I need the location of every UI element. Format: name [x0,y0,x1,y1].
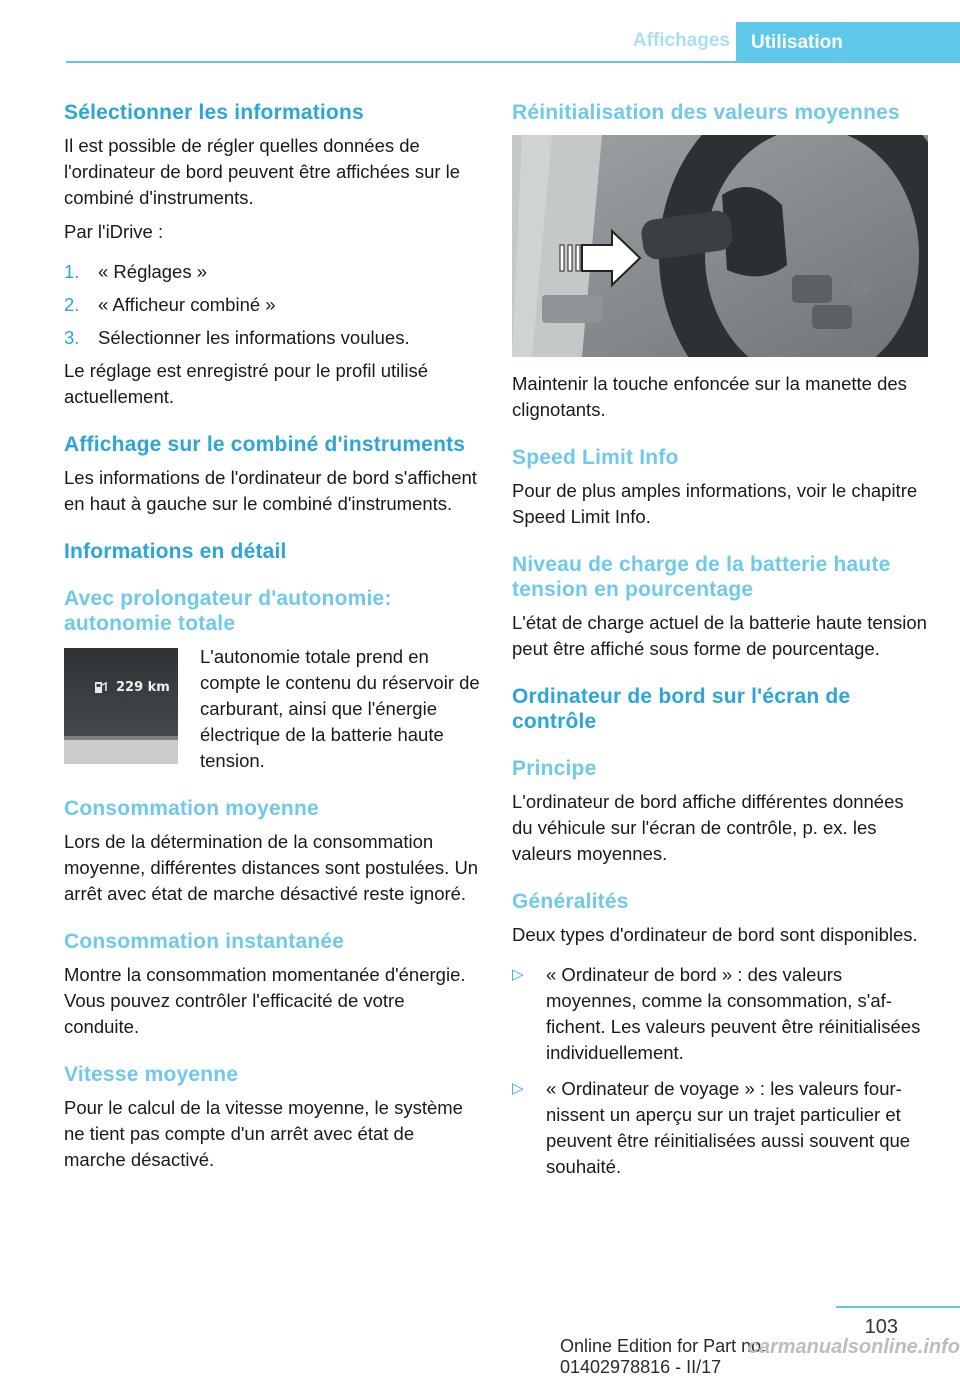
paragraph: Maintenir la touche enfoncée sur la manette des clignotants. [512,373,907,420]
paragraph: Les informations de l'ordinateur de bord s'affichent en haut à gauche sur le combiné d'instruments. [64,467,477,514]
paragraph: Par l'iDrive : [64,221,164,242]
bullet-triangle-icon: ▷ [512,966,524,983]
range-readout: 229 km [116,680,170,695]
subsection-title-avg-speed: Vitesse moyenne [64,1063,239,1086]
section-title-speed-limit: Speed Limit Info [512,446,679,469]
footer-rule [836,1306,960,1308]
list-item [512,962,928,1066]
paragraph: Pour de plus amples informations, voir le chapitre Speed Limit Info. [512,480,918,527]
section-title-select-info: Sélectionner les informations [64,101,364,124]
header-section-label: Affichages [632,30,730,51]
step-item [64,292,480,318]
edition-note: Online Edition for Part no. 01402978816 - II/17 [560,1336,767,1377]
step-number: 1. [64,261,80,282]
section-title-details: Informations en détail [64,540,287,563]
header-chapter-tab: Utilisation [736,22,960,63]
bullet-triangle-icon: ▷ [512,1080,524,1097]
list-item-text: « Ordinateur de bord » : des valeurs moyennes, comme la consommation, s'affichent. Les valeurs peuvent être réinitialisées individuellement. [546,964,921,1063]
step-text: « Réglages » [98,261,208,282]
step-number: 2. [64,294,80,315]
step-text: Sélectionner les informations voulues. [98,327,410,348]
section-title-cluster-display: Affichage sur le combiné d'instruments [64,433,466,456]
range-row [64,644,480,774]
left-column [64,100,480,1173]
subsection-title-total-range: Avec prolongateur d'autonomie: autonomie totale [64,587,392,635]
step-item [64,259,480,285]
paragraph: L'état de charge actuel de la batterie haute tension peut être affiché sous forme de pourcentage. [512,612,927,659]
subsection-title-general: Généralités [512,890,629,913]
turn-signal-lever-photo [512,135,928,357]
right-column [512,100,928,1190]
step-number: 3. [64,327,80,348]
computer-types-list [512,962,928,1180]
list-item-text: « Ordinateur de voyage » : les valeurs fournissent un aperçu sur un trajet particulier et peuvent être réinitialisées aussi souvent que souhaité. [546,1078,911,1177]
watermark: carmanualsonline.info [747,1336,960,1358]
paragraph: Le réglage est enregistré pour le profil utilisé actuellement. [64,360,429,407]
subsection-title-principle: Principe [512,757,597,780]
paragraph: Deux types d'ordinateur de bord sont disponibles. [512,924,918,945]
paragraph: Pour le calcul de la vitesse moyenne, le système ne tient pas compte d'un arrêt avec état de marche désactivé. [64,1097,463,1170]
step-text: « Afficheur combiné » [98,294,276,315]
step-item [64,325,480,351]
subsection-title-instant-consumption: Consommation instantanée [64,930,345,953]
range-display-image [64,648,178,764]
paragraph: L'ordinateur de bord affiche différentes données du véhicule sur l'écran de contrôle, p. ex. les valeurs moyennes. [512,791,904,864]
paragraph: Montre la consommation momentanée d'énergie. Vous pouvez contrôler l'efficacité de votre conduite. [64,964,466,1037]
paragraph: L'autonomie totale prend en compte le contenu du réservoir de carburant, ainsi que l'énergie électrique de la batterie haute tension. [200,646,480,771]
paragraph: Lors de la détermination de la consommation moyenne, différentes distances sont postulées. Un arrêt avec état de marche désactivé reste ignoré. [64,831,479,904]
steps-list [64,259,480,351]
fuel-plug-icon [94,679,108,695]
section-title-reset-averages: Réinitialisation des valeurs moyennes [512,101,900,124]
section-title-battery-level: Niveau de charge de la batterie haute tension en pourcentage [512,553,891,601]
paragraph: Il est possible de régler quelles données de l'ordinateur de bord peuvent être affichées sur le combiné d'instruments. [64,135,461,208]
subsection-title-avg-consumption: Consommation moyenne [64,797,319,820]
page-number: 103 [864,1316,898,1338]
list-item [512,1076,928,1180]
section-title-onboard-computer: Ordinateur de bord sur l'écran de contrôle [512,685,851,733]
